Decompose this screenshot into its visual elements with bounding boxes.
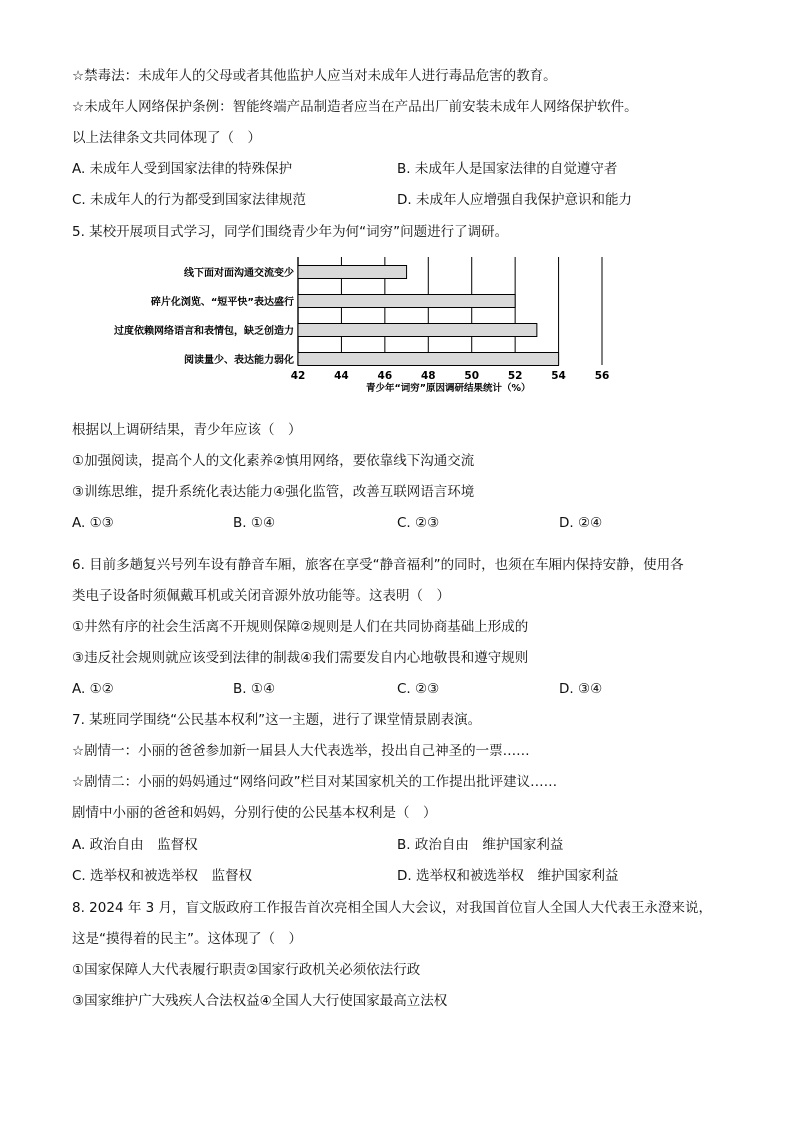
question-5-stem: 5. 某校开展项目式学习，同学们围绕青少年为何“词穷”问题进行了调研。 <box>72 224 509 240</box>
q6-statements-1: ①井然有序的社会生活离不开规则保障②规则是人们在共同协商基础上形成的 <box>72 619 529 635</box>
q8-statements-1: ①国家保障人大代表履行职责②国家行政机关必须依法行政 <box>72 962 421 978</box>
q5-option-d[interactable]: D. ②④ <box>559 515 603 531</box>
x-tick-label: 56 <box>594 370 610 382</box>
x-tick-label: 52 <box>507 370 523 382</box>
law-item-drug: ☆禁毒法：未成年人的父母或者其他监护人应当对未成年人进行毒品危害的教育。 <box>72 68 557 84</box>
question-7-prompt: 剧情中小丽的爸爸和妈妈，分别行使的公民基本权利是（ ） <box>72 805 437 821</box>
x-tick-label: 44 <box>334 370 349 382</box>
question-6-stem-1: 6. 目前多趟复兴号列车设有静音车厢，旅客在享受“静音福利”的同时，也须在车厢内保持安静，使用各 <box>72 557 684 573</box>
question-6-stem-2: 类电子设备时须佩戴耳机或关闭音源外放功能等。这表明（ ） <box>72 588 450 604</box>
q7-scene-2: ☆剧情二：小丽的妈妈通过“网络问政”栏目对某国家机关的工作提出批评建议…… <box>72 774 558 790</box>
q7-option-b[interactable]: B. 政治自由 维护国家利益 <box>397 837 564 853</box>
q4-option-d[interactable]: D. 未成年人应增强自我保护意识和能力 <box>397 192 632 208</box>
q5-statements-1: ①加强阅读，提高个人的文化素养②慎用网络，要依靠线下沟通交流 <box>72 453 475 469</box>
bar <box>298 266 407 279</box>
category-label: 阅读量少、表达能力弱化 <box>184 355 294 366</box>
bar <box>298 295 515 308</box>
x-tick-label: 42 <box>290 370 306 382</box>
x-tick-label: 50 <box>464 370 480 382</box>
question-5-prompt: 根据以上调研结果，青少年应该（ ） <box>72 422 302 438</box>
x-tick-label: 54 <box>551 370 566 382</box>
question-8-stem-1: 8. 2024 年 3 月，盲文版政府工作报告首次亮相全国人大会议，对我国首位盲人全国人大代表王永澄来说， <box>72 900 712 916</box>
q5-option-c[interactable]: C. ②③ <box>397 515 440 531</box>
q4-option-a[interactable]: A. 未成年人受到国家法律的特殊保护 <box>72 161 293 177</box>
q4-option-c[interactable]: C. 未成年人的行为都受到国家法律规范 <box>72 192 307 208</box>
q5-statements-2: ③训练思维，提升系统化表达能力④强化监管，改善互联网语言环境 <box>72 484 475 500</box>
x-axis-title: 青少年“词穷”原因调研结果统计（%） <box>366 383 531 394</box>
category-label: 过度依赖网络语言和表情包，缺乏创造力 <box>114 326 294 337</box>
q4-option-b[interactable]: B. 未成年人是国家法律的自觉遵守者 <box>397 161 618 177</box>
q8-statements-2: ③国家维护广大残疾人合法权益④全国人大行使国家最高立法权 <box>72 993 448 1009</box>
q6-option-d[interactable]: D. ③④ <box>559 681 603 697</box>
bar <box>298 353 559 366</box>
law-item-network: ☆未成年人网络保护条例：智能终端产品制造者应当在产品出厂前安装未成年人网络保护软件。 <box>72 99 638 115</box>
x-tick-label: 46 <box>377 370 393 382</box>
q7-option-c[interactable]: C. 选举权和被选举权 监督权 <box>72 868 253 884</box>
q7-option-d[interactable]: D. 选举权和被选举权 维护国家利益 <box>397 868 619 884</box>
category-label: 碎片化浏览、“短平快”表达盛行 <box>150 297 294 308</box>
bar <box>298 324 537 337</box>
q5-option-a[interactable]: A. ①③ <box>72 515 114 531</box>
q7-option-a[interactable]: A. 政治自由 监督权 <box>72 837 198 853</box>
category-label: 线下面对面沟通交流变少 <box>184 268 294 279</box>
q6-option-c[interactable]: C. ②③ <box>397 681 440 697</box>
question-8-stem-2: 这是“摸得着的民主”。这体现了（ ） <box>72 931 302 947</box>
survey-bar-chart <box>72 253 632 403</box>
q6-option-b[interactable]: B. ①④ <box>233 681 276 697</box>
question-4-stem: 以上法律条文共同体现了（ ） <box>72 130 261 146</box>
q6-option-a[interactable]: A. ①② <box>72 681 114 697</box>
q7-scene-1: ☆剧情一：小丽的爸爸参加新一届县人大代表选举，投出自己神圣的一票…… <box>72 743 530 759</box>
x-tick-label: 48 <box>420 370 436 382</box>
q5-option-b[interactable]: B. ①④ <box>233 515 276 531</box>
q6-statements-2: ③违反社会规则就应该受到法律的制裁④我们需要发自内心地敬畏和遵守规则 <box>72 650 529 666</box>
question-7-stem: 7. 某班同学围绕“公民基本权利”这一主题，进行了课堂情景剧表演。 <box>72 712 482 728</box>
